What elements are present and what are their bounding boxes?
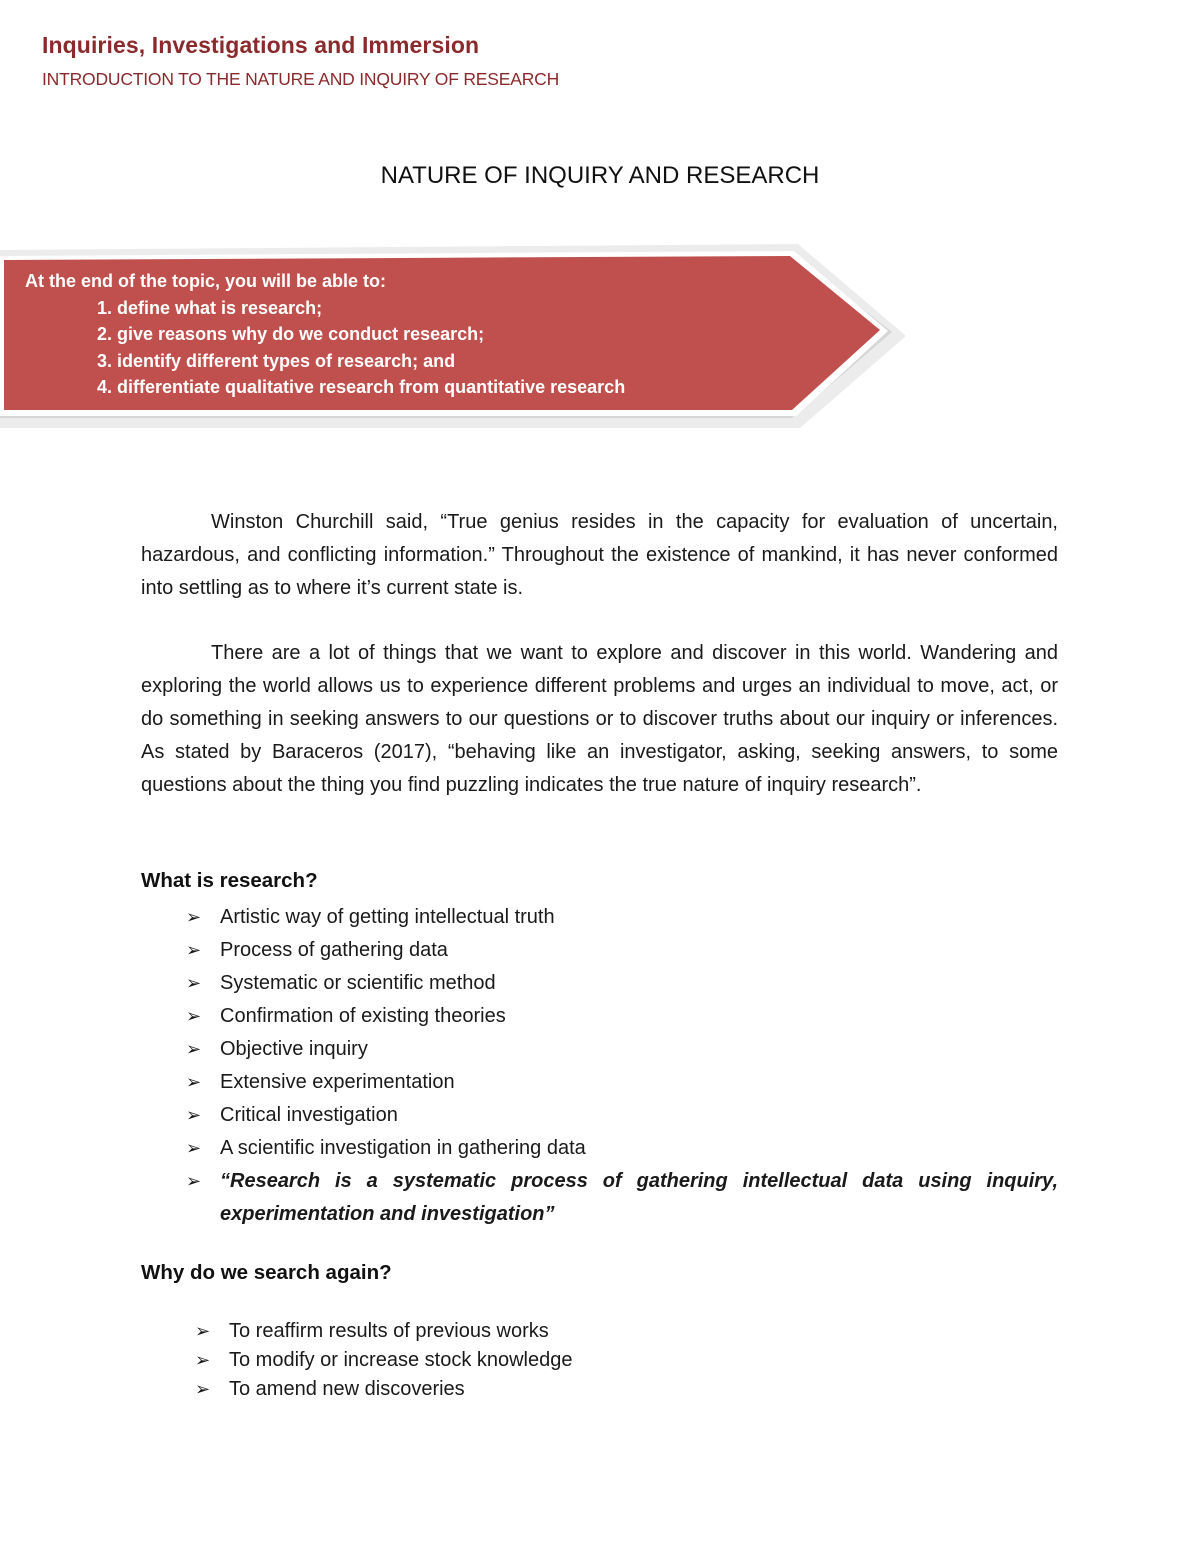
page-title: NATURE OF INQUIRY AND RESEARCH	[380, 162, 820, 189]
paragraph-text: Winston Churchill said, “True genius resides in the capacity for evaluation of uncertain, hazardous, and conflicting information.” Throughout the existence of mankind, it has never conformed into settling as to where it’s current state is.	[141, 511, 1058, 599]
list-item-text: To modify or increase stock knowledge	[229, 1349, 573, 1371]
objective-item: 3. identify different types of research; and	[97, 350, 456, 371]
research-definition-text: “Research is a systematic process of gathering intellectual data using inquiry, experimentation and investigation”	[220, 1170, 1058, 1225]
arrowhead-bullet-icon: ➢	[186, 1171, 202, 1191]
objective-item: 4. differentiate qualitative research from quantitative research	[97, 377, 626, 397]
arrowhead-bullet-icon: ➢	[195, 1350, 211, 1370]
arrowhead-bullet-icon: ➢	[186, 907, 202, 927]
course-title: Inquiries, Investigations and Immersion	[42, 32, 480, 58]
arrowhead-bullet-icon: ➢	[186, 1138, 202, 1158]
list-item-text: Critical investigation	[220, 1104, 398, 1126]
arrowhead-bullet-icon: ➢	[186, 1006, 202, 1026]
arrowhead-bullet-icon: ➢	[186, 1105, 202, 1125]
list-item-text: Systematic or scientific method	[220, 972, 496, 994]
arrowhead-bullet-icon: ➢	[186, 1072, 202, 1092]
reasons-list	[195, 1317, 895, 1404]
list-item	[186, 1132, 1058, 1165]
objective-item: 2. give reasons why do we conduct research;	[97, 324, 485, 344]
research-definition-item	[186, 1165, 1058, 1231]
list-item	[186, 1066, 1058, 1099]
list-item	[195, 1346, 895, 1375]
list-item-text: Extensive experimentation	[220, 1071, 455, 1093]
paragraph-text: There are a lot of things that we want to explore and discover in this world. Wandering and exploring the world allows us to experience different problems and urges an individual to move, act, or do something in seeking answers to our questions or to discover truths about our inquiry or inferences. As stated by Baraceros (2017), “behaving like an investigator, asking, seeking answers, to some questions about the thing you find puzzling indicates the true nature of inquiry research”.	[141, 642, 1058, 796]
list-item-text: To amend new discoveries	[229, 1378, 465, 1400]
list-item	[186, 1033, 1058, 1066]
list-item-text: A scientific investigation in gathering data	[220, 1137, 586, 1159]
list-item-text: Artistic way of getting intellectual truth	[220, 906, 555, 928]
section-heading-what-is-research: What is research?	[141, 869, 318, 892]
research-definitions-list	[186, 901, 1058, 1231]
list-item	[186, 1099, 1058, 1132]
list-item-text: Process of gathering data	[220, 939, 448, 961]
list-item-text: To reaffirm results of previous works	[229, 1320, 549, 1342]
intro-paragraph	[141, 506, 1058, 605]
list-item	[186, 967, 1058, 1000]
list-item-text: Objective inquiry	[220, 1038, 368, 1060]
list-item	[186, 1000, 1058, 1033]
arrowhead-bullet-icon: ➢	[195, 1379, 211, 1399]
objectives-block	[25, 268, 625, 401]
objective-item: 1. define what is research;	[97, 297, 323, 318]
arrowhead-bullet-icon: ➢	[186, 1039, 202, 1059]
list-item-text: Confirmation of existing theories	[220, 1005, 506, 1027]
arrowhead-bullet-icon: ➢	[195, 1321, 211, 1341]
list-item	[186, 934, 1058, 967]
section-heading-why-search-again: Why do we search again?	[141, 1261, 392, 1284]
list-item	[195, 1375, 895, 1404]
objectives-intro: At the end of the topic, you will be able to:	[25, 271, 387, 291]
arrowhead-bullet-icon: ➢	[186, 940, 202, 960]
course-subtitle: INTRODUCTION TO THE NATURE AND INQUIRY OF RESEARCH	[42, 69, 560, 89]
list-item	[195, 1317, 895, 1346]
body-paragraph	[141, 637, 1058, 802]
arrowhead-bullet-icon: ➢	[186, 973, 202, 993]
list-item	[186, 901, 1058, 934]
